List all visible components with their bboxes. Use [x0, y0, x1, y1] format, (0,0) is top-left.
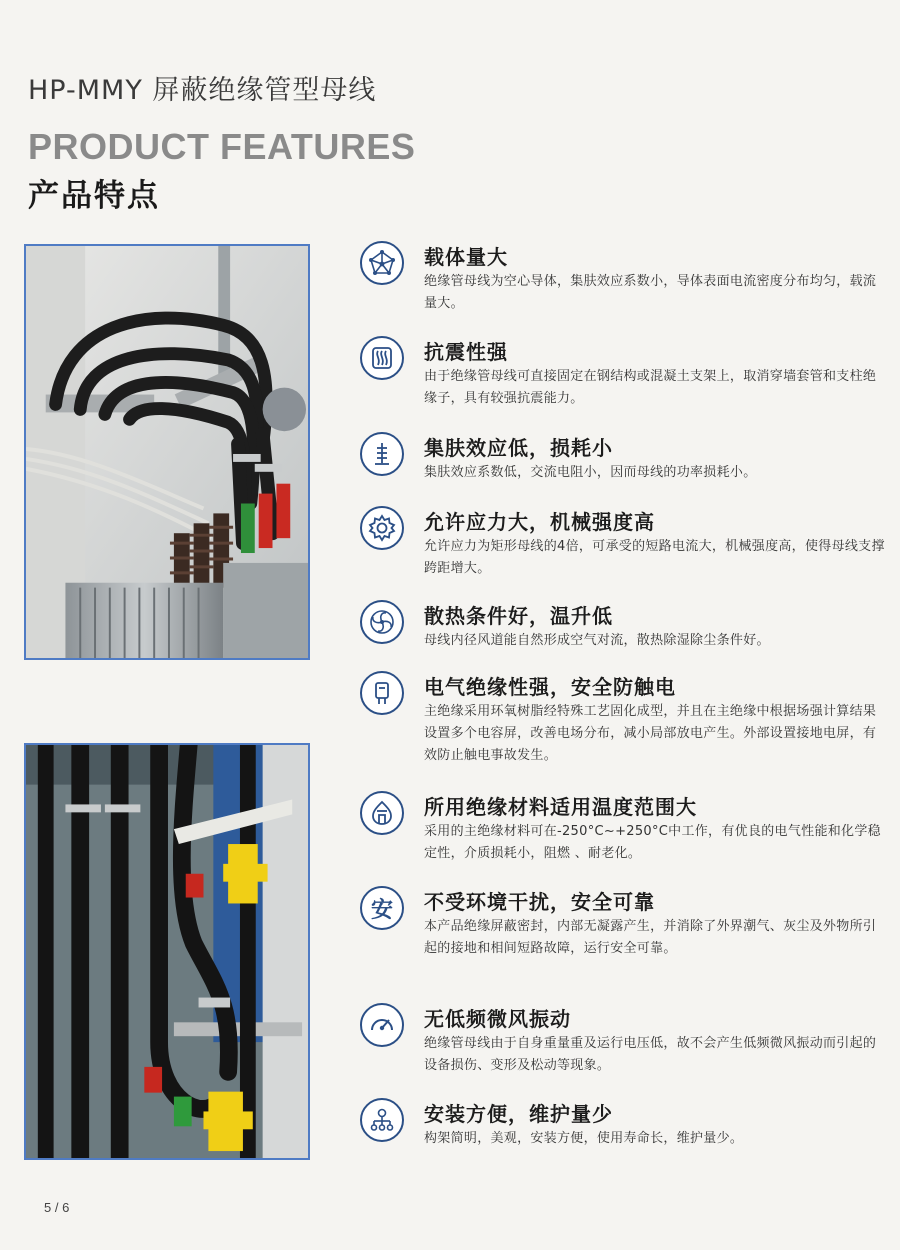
feature-desc: 绝缘管母线为空心导体，集肤效应系数小，导体表面电流密度分布均匀，载流量大。: [424, 274, 877, 311]
feature-title: 载体量大: [424, 245, 508, 269]
feature-desc: 允许应力为矩形母线的4倍，可承受的短路电流大，机械强度高，使得母线支撑跨距增大。: [424, 539, 885, 576]
gear-icon: [360, 506, 404, 550]
fan-icon: [360, 600, 404, 644]
feature-title: 无低频微风振动: [424, 1007, 571, 1031]
product-title: HP-MMY 屏蔽绝缘管型母线: [28, 75, 377, 106]
safety-char: 安: [370, 897, 393, 923]
feature-title: 允许应力大，机械强度高: [424, 510, 655, 534]
feature-title: 散热条件好，温升低: [424, 604, 613, 628]
feature-desc: 本产品绝缘屏蔽密封，内部无凝露产生，并消除了外界潮气、灰尘及外物所引起的接地和相间短路故障，运行安全可靠。: [424, 919, 877, 956]
gauge-icon: [360, 1003, 404, 1047]
busbar-installation-photo: [24, 743, 310, 1160]
safety-char-icon: [360, 886, 404, 930]
feature-desc: 采用的主绝缘材料可在-250°C~+250°C中工作，有优良的电气性能和化学稳定性，介质损耗小，阻燃 、耐老化。: [424, 824, 881, 861]
network-icon: [360, 241, 404, 285]
shock-wave-icon: [360, 336, 404, 380]
feature-title: 抗震性强: [424, 340, 508, 364]
feature-desc: 由于绝缘管母线可直接固定在钢结构或混凝土支架上，取消穿墙套管和支柱绝缘子，具有较强抗震能力。: [424, 369, 877, 406]
feature-title: 电气绝缘性强，安全防触电: [424, 675, 676, 699]
feature-desc: 主绝缘采用环氧树脂经特殊工艺固化成型，并且在主绝缘中根据场强计算结果设置多个电容屏，改善电场分布，减小局部放电产生。外部设置接地电屏，有效防止触电事故发生。: [424, 704, 877, 763]
feature-desc: 集肤效应系数低，交流电阻小，因而母线的功率损耗小。: [424, 465, 757, 480]
busbar-cabinet-photo: [24, 244, 310, 660]
capacitor-icon: [360, 671, 404, 715]
page-number: 5 / 6: [44, 1200, 70, 1215]
hierarchy-icon: [360, 1098, 404, 1142]
insulator-icon: [360, 432, 404, 476]
feature-desc: 母线内径风道能自然形成空气对流，散热除湿除尘条件好。: [424, 633, 770, 648]
feature-title: 集肤效应低，损耗小: [424, 436, 613, 460]
feature-title: 不受环境干扰，安全可靠: [424, 890, 655, 914]
features-heading-cn: 产品特点: [28, 178, 160, 214]
feature-title: 安装方便，维护量少: [424, 1102, 613, 1126]
feature-title: 所用绝缘材料适用温度范围大: [424, 795, 697, 819]
features-heading-en: PRODUCT FEATURES: [28, 126, 416, 167]
feature-desc: 绝缘管母线由于自身重量重及运行电压低，故不会产生低频微风振动而引起的设备损伤、变形及松动等现象。: [424, 1036, 877, 1073]
flame-icon: [360, 791, 404, 835]
feature-desc: 构架简明，美观，安装方便，使用寿命长，维护量少。: [424, 1131, 744, 1146]
